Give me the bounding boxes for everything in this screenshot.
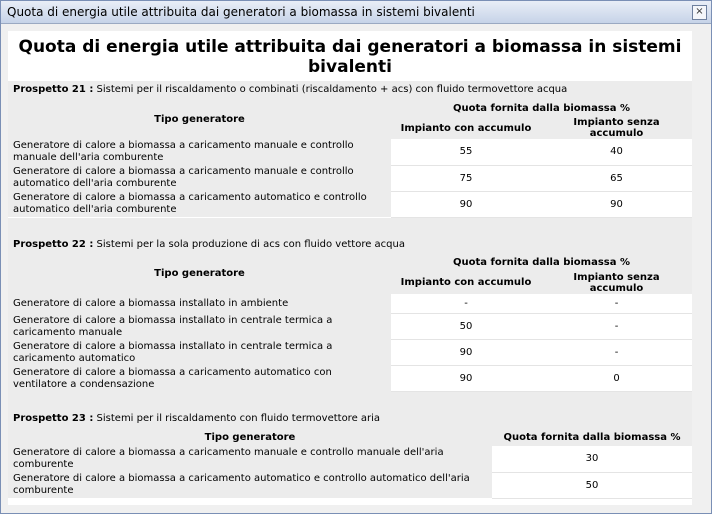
- col-tipo-generatore: Tipo generatore: [8, 428, 492, 446]
- col-con-accumulo: Impianto con accumulo: [391, 117, 541, 139]
- row-label: Generatore di calore a biomassa installato in centrale termica a caricamento manuale: [8, 314, 391, 340]
- value-con-accumulo[interactable]: 90: [391, 340, 541, 366]
- table-row: [8, 314, 692, 340]
- table-row: [8, 294, 692, 314]
- value-con-accumulo[interactable]: -: [391, 294, 541, 314]
- row-label: Generatore di calore a biomassa a caricamento automatico e controllo automatico dell'aria comburente: [8, 191, 391, 217]
- value-senza-accumulo[interactable]: 65: [541, 165, 692, 191]
- value-senza-accumulo[interactable]: -: [541, 340, 692, 366]
- row-label: Generatore di calore a biomassa installato in ambiente: [8, 294, 391, 314]
- value-con-accumulo[interactable]: 90: [391, 191, 541, 217]
- prospetto-23-header: [8, 410, 692, 428]
- prospetto-22-table: [8, 254, 692, 393]
- table-row: [8, 340, 692, 366]
- row-label: Generatore di calore a biomassa a caricamento automatico e controllo automatico dell'aria comburente: [8, 472, 492, 498]
- col-quota-biomassa: Quota fornita dalla biomassa %: [492, 428, 692, 446]
- prospetto-23-table: [8, 428, 692, 499]
- value-senza-accumulo[interactable]: -: [541, 314, 692, 340]
- prospetto-23-label: Prospetto 23 :: [13, 413, 94, 424]
- col-quota-biomassa: Quota fornita dalla biomassa %: [391, 99, 692, 117]
- prospetto-21-label: Prospetto 21 :: [13, 84, 94, 95]
- section-spacer: [8, 218, 692, 236]
- value-quota[interactable]: 30: [492, 446, 692, 472]
- table-row: [8, 472, 692, 498]
- value-con-accumulo[interactable]: 75: [391, 165, 541, 191]
- value-senza-accumulo[interactable]: 90: [541, 191, 692, 217]
- prospetto-21-header: [8, 81, 692, 99]
- table-row: [8, 366, 692, 392]
- row-label: Generatore di calore a biomassa a caricamento manuale e controllo automatico dell'aria comburente: [8, 165, 391, 191]
- title-bar: [1, 1, 711, 24]
- col-con-accumulo: Impianto con accumulo: [391, 272, 541, 294]
- col-senza-accumulo: Impianto senza accumulo: [541, 272, 692, 294]
- col-tipo-generatore: Tipo generatore: [8, 99, 391, 139]
- row-label: Generatore di calore a biomassa a caricamento manuale e controllo manuale dell'aria comburente: [8, 446, 492, 472]
- value-con-accumulo[interactable]: 50: [391, 314, 541, 340]
- col-tipo-generatore: Tipo generatore: [8, 254, 391, 294]
- prospetto-21-desc: Sistemi per il riscaldamento o combinati (riscaldamento + acs) con fluido termovettore acqua: [96, 84, 568, 95]
- table-row: [8, 139, 692, 165]
- col-senza-accumulo: Impianto senza accumulo: [541, 117, 692, 139]
- value-senza-accumulo[interactable]: 40: [541, 139, 692, 165]
- close-icon[interactable]: ×: [692, 5, 707, 20]
- value-con-accumulo[interactable]: 90: [391, 366, 541, 392]
- prospetto-22-header: [8, 236, 692, 254]
- row-label: Generatore di calore a biomassa installato in centrale termica a caricamento automatico: [8, 340, 391, 366]
- prospetto-22-desc: Sistemi per la sola produzione di acs con fluido vettore acqua: [96, 238, 405, 250]
- table-row: [8, 165, 692, 191]
- prospetto-22-label: Prospetto 22 :: [13, 238, 94, 250]
- col-quota-biomassa: Quota fornita dalla biomassa %: [391, 254, 692, 272]
- value-con-accumulo[interactable]: 55: [391, 139, 541, 165]
- value-senza-accumulo[interactable]: 0: [541, 366, 692, 392]
- page-title: Quota di energia utile attribuita dai generatori a biomassa in sistemi bivalenti: [18, 37, 682, 77]
- table-row: [8, 191, 692, 217]
- row-label: Generatore di calore a biomassa a caricamento manuale e controllo manuale dell'aria comburente: [8, 139, 391, 165]
- content-area: [8, 31, 692, 505]
- prospetto-23-desc: Sistemi per il riscaldamento con fluido termovettore aria: [96, 413, 381, 424]
- value-quota[interactable]: 50: [492, 472, 692, 498]
- prospetto-21-table: [8, 99, 692, 218]
- table-row: [8, 446, 692, 472]
- section-spacer: [8, 392, 692, 410]
- window-title: Quota di energia utile attribuita dai generatori a biomassa in sistemi bivalenti: [7, 5, 475, 19]
- row-label: Generatore di calore a biomassa a caricamento automatico con ventilatore a condensazione: [8, 366, 391, 392]
- value-senza-accumulo[interactable]: -: [541, 294, 692, 314]
